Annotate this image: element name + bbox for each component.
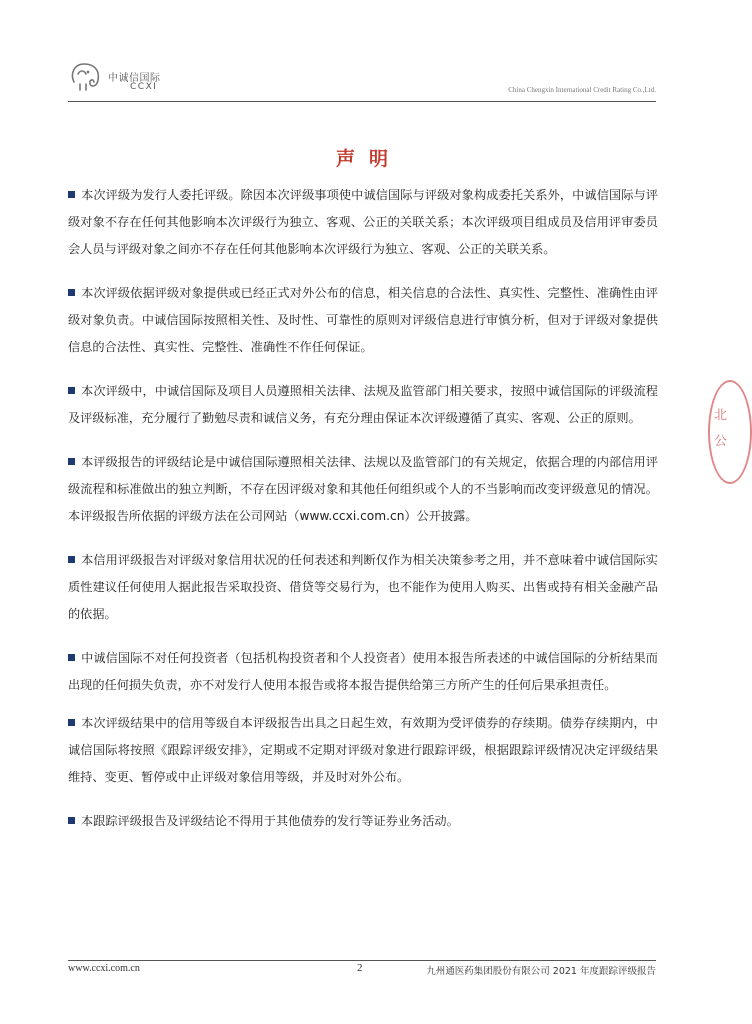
footer-report-title: 九州通医药集团股份有限公司 2021 年度跟踪评级报告	[426, 966, 656, 977]
header-divider	[68, 101, 656, 102]
square-bullet-icon	[68, 654, 75, 661]
footer-divider	[68, 960, 656, 961]
square-bullet-icon	[68, 817, 75, 824]
square-bullet-icon	[68, 458, 75, 465]
logo-english-name: CCXI	[130, 82, 158, 92]
ccxi-logo	[68, 58, 188, 98]
logo-chinese-name: 中诚信国际	[108, 73, 161, 84]
statement-paragraph: 本次评级为发行人委托评级。除因本次评级事项使中诚信国际与评级对象构成委托关系外，中诚信国际与评级对象不存在任何其他影响本次评级行为独立、客观、公正的关联关系；本次评级项目组成员及信用评审委员会人员与评级对象之间亦不存在任何其他影响本次评级行为独立、客观、公正的关联关系。	[68, 188, 658, 256]
statement-paragraph: 本评级报告的评级结论是中诚信国际遵照相关法律、法规以及监管部门的有关规定，依据合理的内部信用评级流程和标准做出的独立判断，不存在因评级对象和其他任何组织或个人的不当影响而改变评级意见的情况。本评级报告所依据的评级方法在公司网站（www.ccxi.com.cn）公开披露。	[68, 455, 658, 523]
seal-stamp-icon: 北 公	[708, 380, 752, 484]
page-number: 2	[357, 962, 363, 974]
statement-paragraph: 本次评级结果中的信用等级自本评级报告出具之日起生效，有效期为受评债券的存续期。债券存续期内，中诚信国际将按照《跟踪评级安排》，定期或不定期对评级对象进行跟踪评级，根据跟踪评级情况决定评级结果维持、变更、暂停或中止评级对象信用等级，并及时对外公布。	[68, 716, 658, 784]
statement-paragraph: 本跟踪评级报告及评级结论不得用于其他债券的发行等证券业务活动。	[68, 808, 658, 835]
square-bullet-icon	[68, 289, 75, 296]
square-bullet-icon	[68, 191, 75, 198]
footer-website: www.ccxi.com.cn	[68, 963, 140, 974]
square-bullet-icon	[68, 719, 75, 726]
statement-paragraph: 本信用评级报告对评级对象信用状况的任何表述和判断仅作为相关决策参考之用，并不意味着中诚信国际实质性建议任何使用人据此报告采取投资、借贷等交易行为，也不能作为使用人购买、出售或持有相关金融产品的依据。	[68, 553, 658, 621]
statement-paragraph: 本次评级依据评级对象提供或已经正式对外公布的信息，相关信息的合法性、真实性、完整性、准确性由评级对象负责。中诚信国际按照相关性、及时性、可靠性的原则对评级信息进行审慎分析，但对于评级对象提供信息的合法性、真实性、完整性、准确性不作任何保证。	[68, 286, 658, 354]
statement-paragraph: 中诚信国际不对任何投资者（包括机构投资者和个人投资者）使用本报告所表述的中诚信国际的分析结果而出现的任何损失负责，亦不对发行人使用本报告或将本报告提供给第三方所产生的任何后果承担责任。	[68, 651, 658, 692]
company-english-name: China Chengxin International Credit Rating Co.,Ltd.	[508, 86, 656, 94]
square-bullet-icon	[68, 556, 75, 563]
statement-body	[68, 182, 658, 852]
statement-paragraph: 本次评级中，中诚信国际及项目人员遵照相关法律、法规及监管部门相关要求，按照中诚信国际的评级流程及评级标准，充分履行了勤勉尽责和诚信义务，有充分理由保证本次评级遵循了真实、客观、公正的原则。	[68, 384, 658, 425]
elephant-logo-icon	[68, 60, 106, 94]
square-bullet-icon	[68, 387, 75, 394]
page-title: 声明	[335, 148, 402, 170]
page-header	[68, 58, 656, 102]
